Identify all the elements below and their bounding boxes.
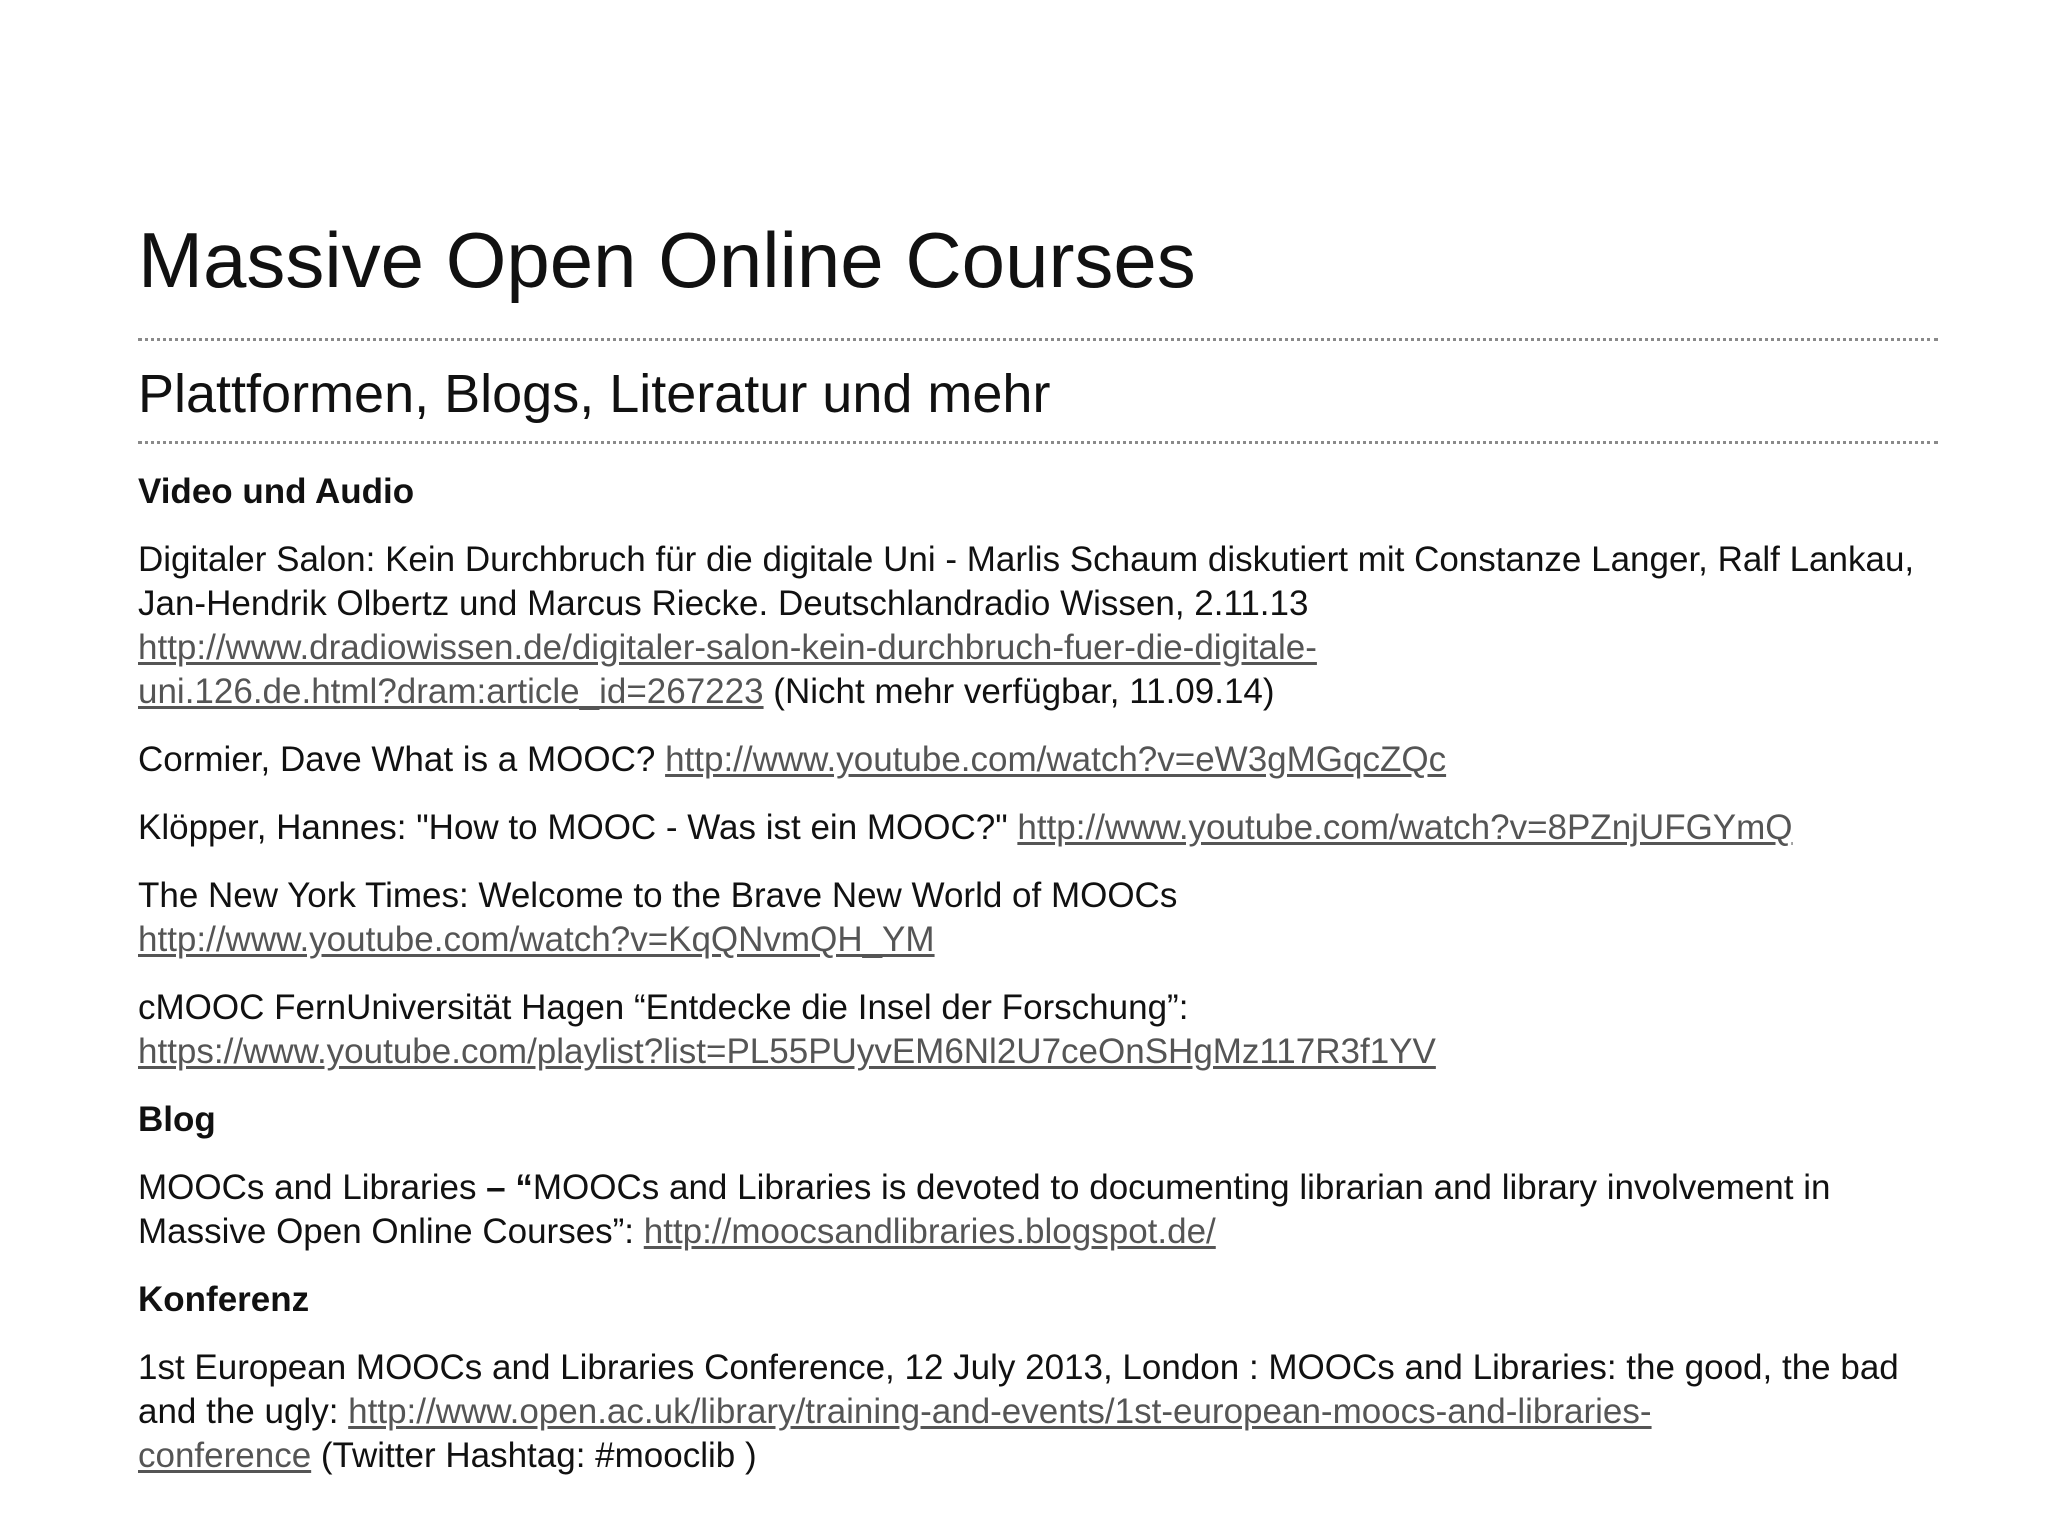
list-item-conference: [138, 1346, 1938, 1478]
slide-subtitle: Plattformen, Blogs, Literatur und mehr: [138, 364, 1051, 424]
youtube-link-cormier[interactable]: http://www.youtube.com/watch?v=eW3gMGqcZQc: [665, 740, 1447, 779]
section-heading-video: Video und Audio: [138, 472, 415, 511]
blogspot-link[interactable]: http://moocsandlibraries.blogspot.de/: [643, 1212, 1216, 1251]
list-item-kloepper: [138, 806, 1938, 850]
item-text: 1st European MOOCs and Libraries Conference, 12 July 2013, London : MOOCs and Libraries: the good, the bad and the ugly:: [138, 1348, 1899, 1431]
list-item-cormier: [138, 738, 1938, 782]
slide: [138, 210, 1938, 1502]
item-text: cMOOC FernUniversität Hagen “Entdecke die Insel der Forschung”:: [138, 988, 1189, 1027]
item-suffix: (Twitter Hashtag: #mooclib ): [311, 1436, 757, 1475]
youtube-link-kloepper[interactable]: http://www.youtube.com/watch?v=8PZnjUFGYmQ: [1017, 808, 1793, 847]
item-text: Cormier, Dave What is a MOOC?: [138, 740, 666, 779]
item-text: The New York Times: Welcome to the Brave New World of MOOCs: [138, 876, 1178, 915]
youtube-playlist-link[interactable]: https://www.youtube.com/playlist?list=PL55PUyvEM6Nl2U7ceOnSHgMz117R3f1YV: [138, 1032, 1436, 1071]
dradiowissen-link[interactable]: http://www.dradiowissen.de/digitaler-salon-kein-durchbruch-fuer-die-digitale- uni.126.de.html?dram:article_id=267223: [138, 628, 1317, 711]
list-item-digitaler-salon: [138, 538, 1938, 714]
item-text: Digitaler Salon: Kein Durchbruch für die digitale Uni - Marlis Schaum diskutiert mit Constanze Langer, Ralf Lankau, Jan-Hendrik Olbertz und Marcus Riecke. Deutschlandradio Wissen, 2.11.13: [138, 540, 1915, 623]
title-divider: [138, 338, 1938, 341]
youtube-link-nytimes[interactable]: http://www.youtube.com/watch?v=KqQNvmQH_YM: [138, 920, 935, 959]
slide-title: Massive Open Online Courses: [138, 216, 1196, 304]
list-item-moocs-libraries-blog: [138, 1166, 1938, 1254]
subtitle-divider: [138, 441, 1938, 444]
item-text: Klöpper, Hannes: "How to MOOC - Was ist ein MOOC?": [138, 808, 1018, 847]
item-suffix: (Nicht mehr verfügbar, 11.09.14): [763, 672, 1275, 711]
list-item-nytimes: [138, 874, 1938, 962]
list-item-cmooc: [138, 986, 1938, 1074]
open-ac-uk-link[interactable]: http://www.open.ac.uk/library/training-and-events/1st-european-moocs-and-libraries- conference: [138, 1392, 1652, 1475]
section-heading-blog: Blog: [138, 1100, 216, 1139]
slide-content: [138, 470, 1938, 1478]
item-text-b: MOOCs and Libraries is devoted to documenting librarian and library involvement in Massive Open Online Courses”:: [138, 1168, 1831, 1251]
section-heading-conference: Konferenz: [138, 1280, 310, 1319]
item-dash: – “: [486, 1168, 533, 1207]
item-text: MOOCs and Libraries: [138, 1168, 487, 1207]
